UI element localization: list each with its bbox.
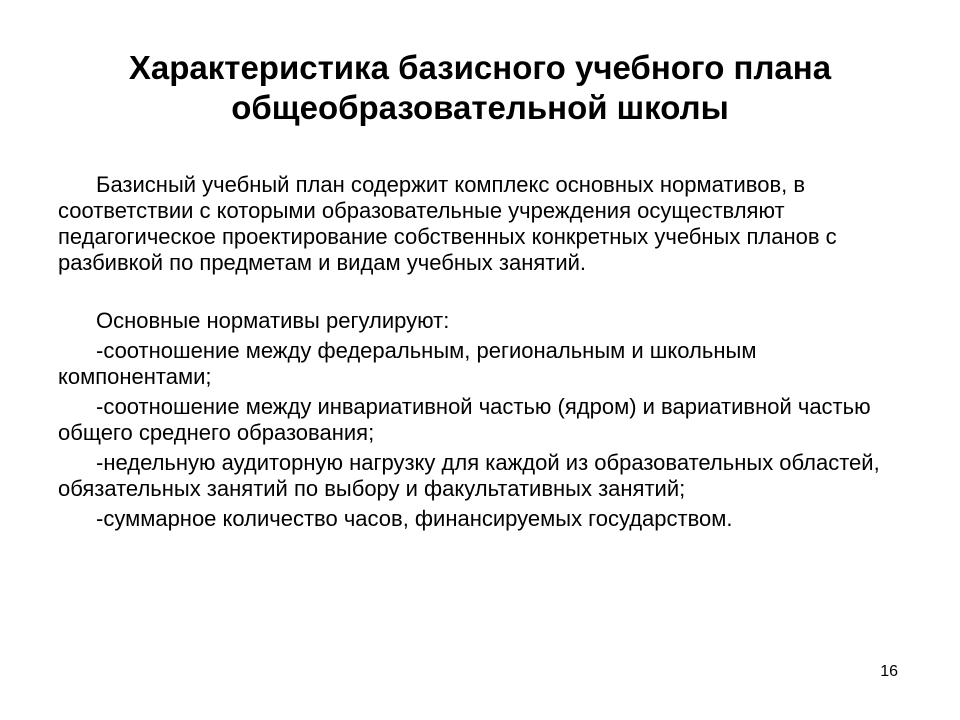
list-item-3: -недельную аудиторную нагрузку для каждой из образовательных областей, обязательных занятий по выбору и факультативных занятий; — [58, 450, 880, 501]
list-heading: Основные нормативы регулируют: — [96, 308, 450, 333]
slide-body — [58, 172, 908, 532]
page-number: 16 — [880, 663, 898, 680]
slide-title — [40, 48, 920, 128]
list-item-1: -соотношение между федеральным, региональным и школьным компонентами; — [58, 338, 757, 389]
intro-paragraph: Базисный учебный план содержит комплекс основных нормативов, в соответствии с которыми образовательные учреждения осуществляют педагогическое проектирование собственных конкретных учебных планов с разбивкой по предметам и видам учебных занятий. — [58, 172, 837, 275]
slide-title-line-2: общеобразовательной школы — [231, 89, 729, 126]
list-item-4: -суммарное количество часов, финансируемых государством. — [96, 506, 733, 531]
slide-title-line-1: Характеристика базисного учебного плана — [128, 49, 832, 86]
list-item-2: -соотношение между инвариативной частью (ядром) и вариативной частью общего среднего образования; — [58, 394, 871, 445]
